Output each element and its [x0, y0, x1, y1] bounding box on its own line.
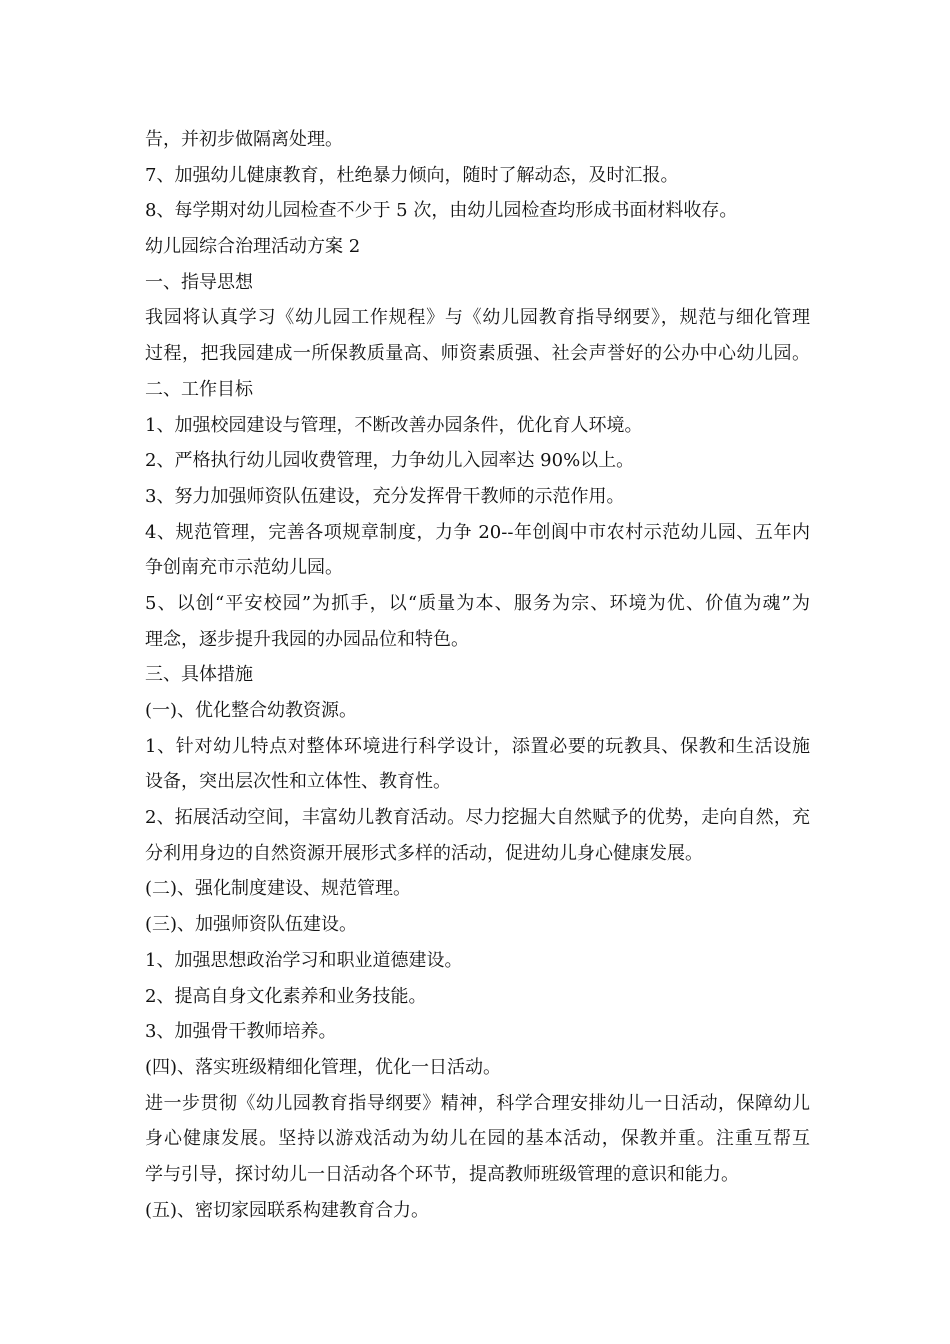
- text-line: 2、拓展活动空间，丰富幼儿教育活动。尽力挖掘大自然赋予的优势，走向自然，充: [145, 807, 810, 829]
- subheading-line: (四)、落实班级精细化管理，优化一日活动。: [145, 1056, 502, 1078]
- section-title: 幼儿园综合治理活动方案 2: [145, 236, 361, 258]
- text-line: 3、加强骨干教师培养。: [145, 1021, 337, 1043]
- text-line: 设备，突出层次性和立体性、教育性。: [145, 771, 451, 793]
- text-line: 2、严格执行幼儿园收费管理，力争幼儿入园率达 90%以上。: [145, 450, 635, 472]
- text-line: 告，并初步做隔离处理。: [145, 129, 343, 150]
- text-line: 身心健康发展。坚持以游戏活动为幼儿在园的基本活动，保教并重。注重互帮互: [145, 1128, 810, 1150]
- text-line: 1、加强校园建设与管理，不断改善办园条件，优化育人环境。: [145, 414, 643, 436]
- text-line: 我园将认真学习《幼儿园工作规程》与《幼儿园教育指导纲要》，规范与细化管理: [145, 307, 810, 329]
- text-line: 过程，把我园建成一所保教质量高、师资素质强、社会声誉好的公办中心幼儿园。: [145, 343, 810, 365]
- text-line: 5、以创“平安校园”为抓手，以“质量为本、服务为宗、环境为优、价值为魂”为: [145, 592, 810, 614]
- document-body: [145, 122, 810, 1228]
- text-line: 分利用身边的自然资源开展形式多样的活动，促进幼儿身心健康发展。: [145, 842, 703, 864]
- subheading-line: (一)、优化整合幼教资源。: [145, 700, 358, 721]
- text-line: 争创南充市示范幼儿园。: [145, 557, 343, 579]
- heading-line: 二、工作目标: [145, 378, 253, 400]
- text-line: 8、每学期对幼儿园检查不少于 5 次，由幼儿园检查均形成书面材料收存。: [145, 200, 738, 222]
- heading-line: 三、具体措施: [145, 664, 253, 686]
- text-line: 理念，逐步提升我园的办园品位和特色。: [145, 628, 469, 650]
- text-line: 3、努力加强师资队伍建设，充分发挥骨干教师的示范作用。: [145, 485, 625, 507]
- subheading-line: (五)、密切家园联系构建教育合力。: [145, 1199, 430, 1221]
- text-line: 7、加强幼儿健康教育，杜绝暴力倾向，随时了解动态，及时汇报。: [145, 164, 679, 186]
- text-line: 进一步贯彻《幼儿园教育指导纲要》精神，科学合理安排幼儿一日活动，保障幼儿: [145, 1092, 810, 1114]
- text-line: 1、针对幼儿特点对整体环境进行科学设计，添置必要的玩教具、保教和生活设施: [145, 735, 810, 757]
- subheading-line: (二)、强化制度建设、规范管理。: [145, 878, 412, 900]
- text-line: 4、规范管理，完善各项规章制度，力争 20--年创阆中市农村示范幼儿园、五年内: [145, 521, 810, 543]
- text-line: 2、提高自身文化素养和业务技能。: [145, 985, 427, 1007]
- heading-line: 一、指导思想: [145, 271, 253, 293]
- subheading-line: (三)、加强师资队伍建设。: [145, 914, 358, 936]
- text-line: 1、加强思想政治学习和职业道德建设。: [145, 949, 463, 971]
- text-line: 学与引导，探讨幼儿一日活动各个环节，提高教师班级管理的意识和能力。: [145, 1163, 739, 1185]
